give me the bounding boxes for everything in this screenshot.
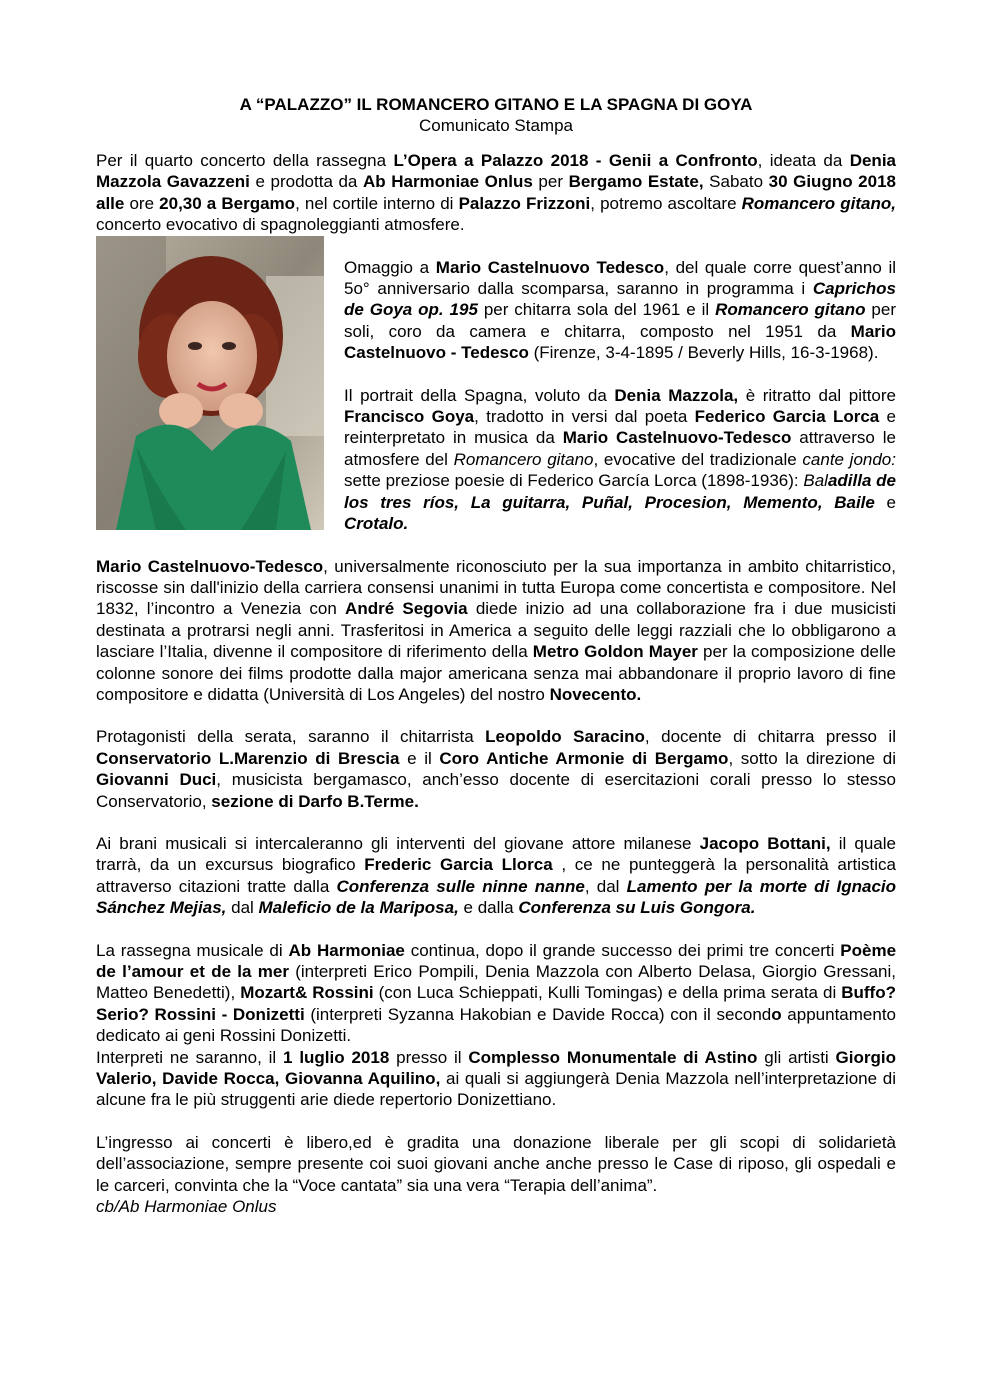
paragraph-interpreters: Interpreti ne saranno, il 1 luglio 2018 presso il Complesso Monumentale di Astino gli artisti Giorgio Valerio, Davide Rocca, Giovanna Aquilino, ai quali si aggiungerà Denia Mazzola nell’interpretazione di alcune fra le più struggenti arie diede repertorio Donizettiano. xyxy=(96,1047,896,1110)
paragraph-actor: Ai brani musicali si intercaleranno gli interventi del giovane attore milanese Jacopo Bottani, il quale trarrà, da un excursus biografico Frederic Garcia Llorca , ce ne punteggerà la personalità artistica attraverso citazioni tratte dalla Conferenza sulle ninne nanne, dal Lamento per la morte di Ignacio Sánchez Mejias, dal Maleficio de la Mariposa, e dalla Conferenza su Luis Gongora. xyxy=(96,833,897,918)
signature: cb/Ab Harmoniae Onlus xyxy=(96,1197,277,1217)
page-title: A “PALAZZO” IL ROMANCERO GITANO E LA SPAGNA DI GOYA xyxy=(239,95,753,114)
paragraph-protagonists: Protagonisti della serata, saranno il chitarrista Leopoldo Saracino, docente di chitarra presso il Conservatorio L.Marenzio di Brescia e il Coro Antiche Armonie di Bergamo, sotto la direzione di Giovanni Duci, musicista bergamasco, anch’esso docente di esercitazioni corali presso lo stesso Conservatorio, sezione di Darfo B.Terme. xyxy=(96,727,897,811)
paragraph-season: La rassegna musicale di Ab Harmoniae continua, dopo il grande successo dei primi tre concerti Poème de l’amour et de la mer (interpreti Erico Pompili, Denia Mazzola con Alberto Delasa, Giorgio Gressani, Matteo Benedetti), Mozart& Rossini (con Luca Schieppati, Kulli Tomingas) e della prima serata di Buffo? Serio? Rossini - Donizetti (interpreti Syzanna Hakobian e Davide Rocca) con il secondo appuntamento dedicato ai geni Rossini Donizetti. xyxy=(96,940,897,1046)
portrait-photo xyxy=(96,236,324,530)
paragraph-portrait: Il portrait della Spagna, voluto da Denia Mazzola, è ritratto dal pittore Francisco Goya, tradotto in versi dal poeta Federico Garcia Lorca e reinterpretato in musica da Mario Castelnuovo-Tedesco attraverso le atmosfere del Romancero gitano, evocative del tradizionale cante jondo: sette preziose poesie di Federico García Lorca (1898-1936): Baladilla de los tres ríos, La guitarra, Puñal, Procesion, Memento, Baile e Crotalo. xyxy=(344,385,897,534)
paragraph-intro: Per il quarto concerto della rassegna L’Opera a Palazzo 2018 - Genii a Confronto, ideata da Denia Mazzola Gavazzeni e prodotta da Ab Harmoniae Onlus per Bergamo Estate, Sabato 30 Giugno 2018 alle ore 20,30 a Bergamo, nel cortile interno di Palazzo Frizzoni, potremo ascoltare Romancero gitano, concerto evocativo di spagnoleggianti atmosfere. xyxy=(96,151,896,235)
paragraph-omaggio: Omaggio a Mario Castelnuovo Tedesco, del quale corre quest’anno il 5o° anniversario dalla scomparsa, saranno in programma i Caprichos de Goya op. 195 per chitarra sola del 1961 e il Romancero gitano per soli, coro da camera e chitarra, composto nel 1951 da Mario Castelnuovo - Tedesco (Firenze, 3-4-1895 / Beverly Hills, 16-3-1968). xyxy=(344,257,896,363)
paragraph-biography: Mario Castelnuovo-Tedesco, universalmente riconosciuto per la sua importanza in ambito chitarristico, riscosse sin dall'inizio della carriera consensi unanimi in tutta Europa come concertista e compositore. Nel 1832, l’incontro a Venezia con André Segovia diede inizio ad una collaborazione fra i due musicisti destinata a protrarsi negli anni. Trasferitosi in America a seguito delle leggi razziali che lo obbligarono a lasciare l’Italia, divenne il compositore di riferimento della Metro Goldon Mayer per la composizione delle colonne sonore dei films prodotte dalla major americana senza mai abbandonare il proprio lavoro di fine compositore e didatta (Università di Los Angeles) del nostro Novecento. xyxy=(96,556,896,704)
paragraph-admission: L’ingresso ai concerti è libero,ed è gradita una donazione liberale per gli scopi di solidarietà dell’associazione, sempre presente coi suoi giovani anche anche presso le Case di riposo, gli ospedali e le carceri, convinta che la “Voce cantata” sia una vera “Terapia dell’anima”. xyxy=(96,1132,896,1195)
page-subtitle: Comunicato Stampa xyxy=(418,116,574,135)
press-release xyxy=(96,94,896,1217)
portrait-photo-icon xyxy=(96,236,324,530)
